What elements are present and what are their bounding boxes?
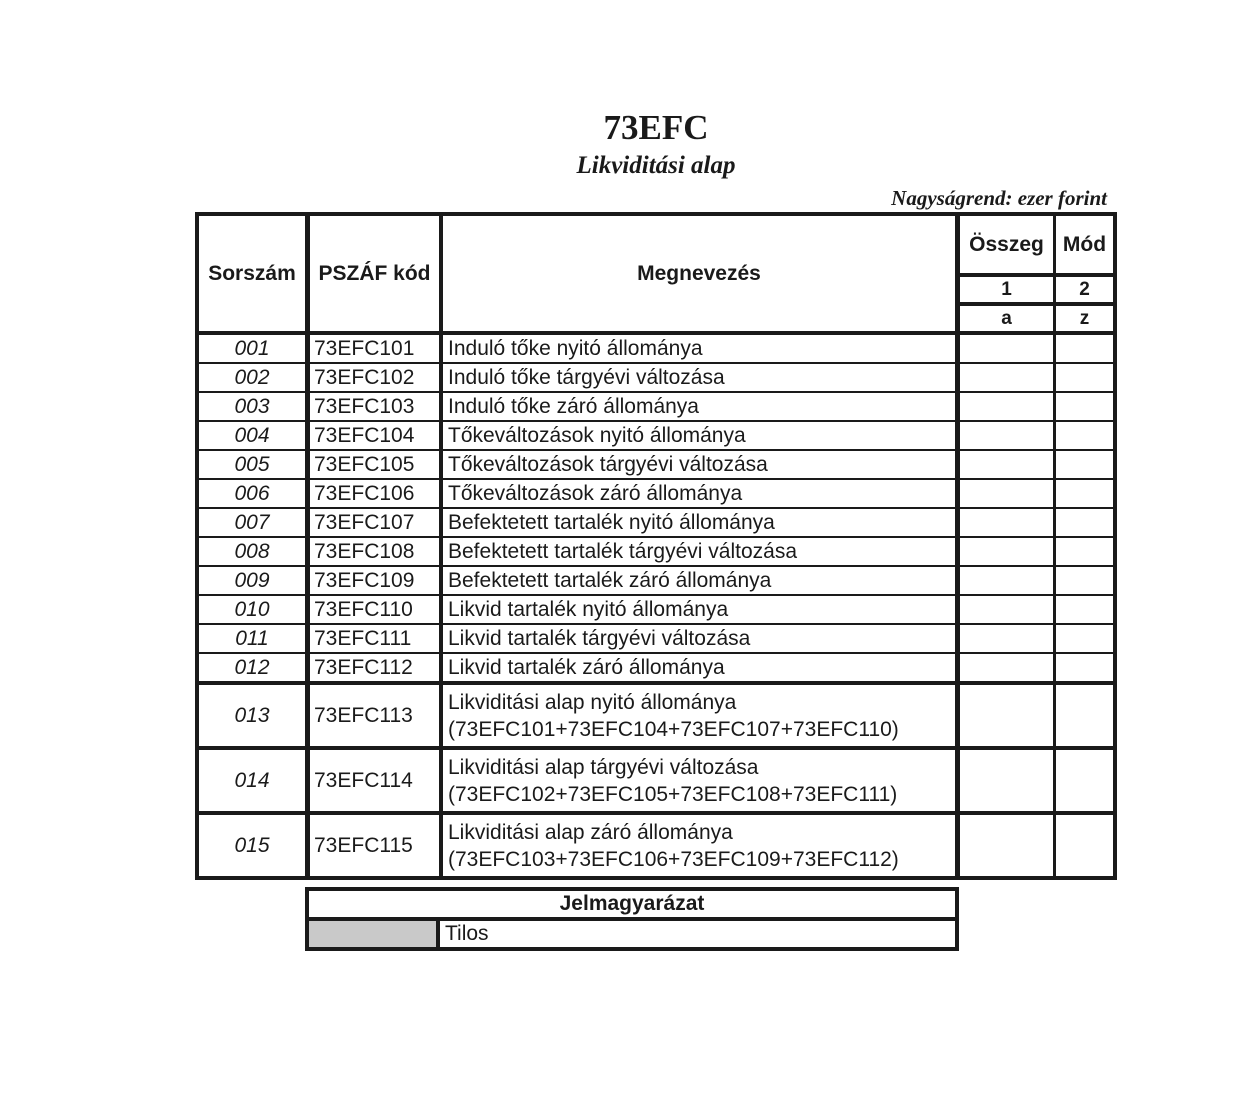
- row-sorszam: 007: [199, 507, 310, 536]
- osszeg-input-cell[interactable]: [960, 681, 1056, 746]
- table-row: [199, 681, 1113, 746]
- osszeg-input-cell[interactable]: [960, 362, 1056, 391]
- row-megnevezes: Induló tőke nyitó állománya: [443, 335, 960, 362]
- mod-input-cell[interactable]: [1056, 478, 1113, 507]
- row-sorszam: 005: [199, 449, 310, 478]
- table-row: [199, 478, 1113, 507]
- page-title: 73EFC: [603, 108, 709, 147]
- table-row: [199, 594, 1113, 623]
- col-type-mod: z: [1056, 302, 1113, 335]
- col-number-osszeg: 1: [960, 273, 1056, 302]
- table-row: [199, 746, 1113, 811]
- row-sorszam: 013: [199, 681, 310, 746]
- row-kod: 73EFC114: [310, 746, 443, 811]
- row-megnevezes: Induló tőke tárgyévi változása: [443, 362, 960, 391]
- mod-input-cell[interactable]: [1056, 362, 1113, 391]
- row-kod: 73EFC115: [310, 811, 443, 876]
- row-kod: 73EFC106: [310, 478, 443, 507]
- row-megnevezes: [443, 746, 960, 811]
- row-kod: 73EFC107: [310, 507, 443, 536]
- row-sorszam: 004: [199, 420, 310, 449]
- row-sorszam: 008: [199, 536, 310, 565]
- legend-title: Jelmagyarázat: [309, 891, 955, 921]
- row-kod: 73EFC108: [310, 536, 443, 565]
- osszeg-input-cell[interactable]: [960, 335, 1056, 362]
- mod-input-cell[interactable]: [1056, 335, 1113, 362]
- row-kod: 73EFC104: [310, 420, 443, 449]
- row-formula: (73EFC101+73EFC104+73EFC107+73EFC110): [448, 717, 899, 741]
- mod-input-cell[interactable]: [1056, 536, 1113, 565]
- table-row: [199, 811, 1113, 876]
- col-header-osszeg: Összeg: [960, 216, 1056, 273]
- osszeg-input-cell[interactable]: [960, 391, 1056, 420]
- mod-input-cell[interactable]: [1056, 565, 1113, 594]
- table-row: [199, 449, 1113, 478]
- row-kod: 73EFC111: [310, 623, 443, 652]
- col-header-megnevezes: Megnevezés: [443, 216, 960, 335]
- mod-input-cell[interactable]: [1056, 420, 1113, 449]
- row-formula: (73EFC102+73EFC105+73EFC108+73EFC111): [448, 782, 898, 806]
- data-table: [195, 212, 1117, 880]
- row-kod: 73EFC105: [310, 449, 443, 478]
- osszeg-input-cell[interactable]: [960, 811, 1056, 876]
- row-megnevezes: Induló tőke záró állománya: [443, 391, 960, 420]
- table-row: [199, 391, 1113, 420]
- row-megnevezes: Likvid tartalék tárgyévi változása: [443, 623, 960, 652]
- row-kod: 73EFC103: [310, 391, 443, 420]
- row-formula: (73EFC103+73EFC106+73EFC109+73EFC112): [448, 847, 899, 871]
- col-header-sorszam: Sorszám: [199, 216, 310, 335]
- row-megnevezes: Likvid tartalék záró állománya: [443, 652, 960, 681]
- mod-input-cell[interactable]: [1056, 507, 1113, 536]
- col-header-pszaf-kod: PSZÁF kód: [310, 216, 443, 335]
- table-row: [199, 507, 1113, 536]
- row-sorszam: 015: [199, 811, 310, 876]
- row-megnevezes-label: Likviditási alap záró állománya: [448, 820, 733, 844]
- row-sorszam: 006: [199, 478, 310, 507]
- table-row: [199, 335, 1113, 362]
- row-megnevezes: [443, 681, 960, 746]
- row-sorszam: 001: [199, 335, 310, 362]
- row-megnevezes-label: Likviditási alap tárgyévi változása: [448, 755, 759, 779]
- row-sorszam: 014: [199, 746, 310, 811]
- osszeg-input-cell[interactable]: [960, 565, 1056, 594]
- page-subtitle: Likviditási alap: [576, 152, 736, 179]
- row-megnevezes-label: Likviditási alap nyitó állománya: [448, 690, 737, 714]
- col-type-osszeg: a: [960, 302, 1056, 335]
- table-row: [199, 623, 1113, 652]
- osszeg-input-cell[interactable]: [960, 746, 1056, 811]
- row-sorszam: 002: [199, 362, 310, 391]
- row-kod: 73EFC101: [310, 335, 443, 362]
- osszeg-input-cell[interactable]: [960, 478, 1056, 507]
- table-row: [199, 362, 1113, 391]
- mod-input-cell[interactable]: [1056, 811, 1113, 876]
- row-megnevezes: Tőkeváltozások nyitó állománya: [443, 420, 960, 449]
- table-row: [199, 652, 1113, 681]
- legend-label-tilos: Tilos: [445, 922, 489, 945]
- table-row: [199, 536, 1113, 565]
- row-sorszam: 011: [199, 623, 310, 652]
- mod-input-cell[interactable]: [1056, 681, 1113, 746]
- mod-input-cell[interactable]: [1056, 746, 1113, 811]
- mod-input-cell[interactable]: [1056, 594, 1113, 623]
- row-megnevezes: [443, 811, 960, 876]
- mod-input-cell[interactable]: [1056, 391, 1113, 420]
- col-header-mod: Mód: [1062, 232, 1107, 256]
- osszeg-input-cell[interactable]: [960, 536, 1056, 565]
- col-number-mod: 2: [1056, 273, 1113, 302]
- table-row: [199, 420, 1113, 449]
- row-kod: 73EFC112: [310, 652, 443, 681]
- legend-swatch-tilos: [309, 921, 440, 947]
- row-megnevezes: Likvid tartalék nyitó állománya: [443, 594, 960, 623]
- osszeg-input-cell[interactable]: [960, 507, 1056, 536]
- mod-input-cell[interactable]: [1056, 449, 1113, 478]
- row-megnevezes: Befektetett tartalék tárgyévi változása: [443, 536, 960, 565]
- osszeg-input-cell[interactable]: [960, 449, 1056, 478]
- unit-note: Nagyságrend: ezer forint: [891, 186, 1107, 210]
- row-sorszam: 009: [199, 565, 310, 594]
- osszeg-input-cell[interactable]: [960, 652, 1056, 681]
- row-kod: 73EFC113: [310, 681, 443, 746]
- osszeg-input-cell[interactable]: [960, 420, 1056, 449]
- legend-box: [305, 887, 959, 951]
- osszeg-input-cell[interactable]: [960, 623, 1056, 652]
- row-sorszam: 010: [199, 594, 310, 623]
- row-sorszam: 003: [199, 391, 310, 420]
- mod-input-cell[interactable]: [1056, 623, 1113, 652]
- row-megnevezes: Befektetett tartalék nyitó állománya: [443, 507, 960, 536]
- row-kod: 73EFC109: [310, 565, 443, 594]
- row-megnevezes: Tőkeváltozások tárgyévi változása: [443, 449, 960, 478]
- row-megnevezes: Tőkeváltozások záró állománya: [443, 478, 960, 507]
- row-kod: 73EFC102: [310, 362, 443, 391]
- row-sorszam: 012: [199, 652, 310, 681]
- mod-input-cell[interactable]: [1056, 652, 1113, 681]
- osszeg-input-cell[interactable]: [960, 594, 1056, 623]
- table-row: [199, 565, 1113, 594]
- row-megnevezes: Befektetett tartalék záró állománya: [443, 565, 960, 594]
- row-kod: 73EFC110: [310, 594, 443, 623]
